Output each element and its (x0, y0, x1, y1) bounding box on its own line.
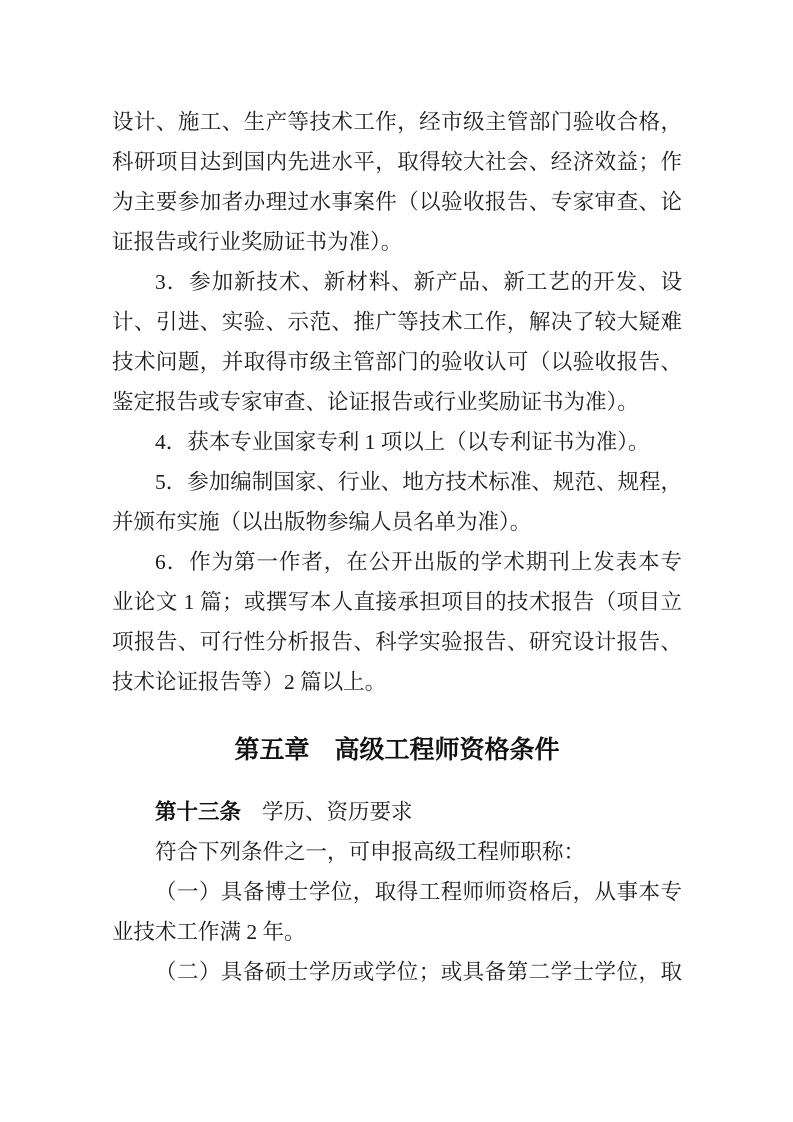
text-line: 技术问题，并取得市级主管部门的验收认可（以验收报告、 (112, 350, 682, 374)
text-line: 计、引进、实验、示范、推广等技术工作，解决了较大疑难 (112, 310, 682, 334)
paragraph-item-4 (112, 422, 682, 462)
paragraph-item-one (112, 872, 682, 952)
paragraph-continuation (112, 102, 682, 262)
text-line: 并颁布实施（以出版物参编人员名单为准）。 (112, 510, 532, 534)
article-number: 第十三条 (155, 800, 242, 824)
text-line: 技术论证报告等）2 篇以上。 (112, 670, 387, 694)
paragraph-intro (112, 832, 682, 872)
paragraph-item-two (112, 952, 682, 992)
text-line: 业论文 1 篇；或撰写本人直接承担项目的技术报告（项目立 (112, 590, 682, 614)
text-line: 6．作为第一作者，在公开出版的学术期刊上发表本专 (155, 550, 682, 574)
document-content (112, 102, 682, 992)
text-line: （一）具备博士学位，取得工程师师资格后，从事本专 (155, 880, 682, 904)
article-heading (112, 792, 682, 832)
chapter-heading (112, 728, 682, 772)
text-line: 4．获本专业国家专利 1 项以上（以专利证书为准）。 (155, 430, 650, 454)
paragraph-article-13 (112, 792, 682, 832)
chapter-number: 第五章 (234, 736, 310, 764)
text-line: 证报告或行业奖励证书为准）。 (112, 230, 403, 254)
text-line: 3．参加新技术、新材料、新产品、新工艺的开发、设 (155, 270, 682, 294)
paragraph-item-5 (112, 462, 682, 542)
paragraph-item-6 (112, 542, 682, 702)
text-line: 业技术工作满 2 年。 (112, 920, 306, 944)
text-line: 符合下列条件之一，可申报高级工程师职称： (155, 840, 586, 864)
text-line: 科研项目达到国内先进水平，取得较大社会、经济效益；作 (112, 150, 682, 174)
article-title: 学历、资历要求 (262, 800, 413, 824)
text-line: 5．参加编制国家、行业、地方技术标准、规范、规程， (155, 470, 682, 494)
text-line: 为主要参加者办理过水事案件（以验收报告、专家审查、论 (112, 190, 682, 214)
text-line: 项报告、可行性分析报告、科学实验报告、研究设计报告、 (112, 630, 682, 654)
text-line: 设计、施工、生产等技术工作，经市级主管部门验收合格， (112, 110, 682, 134)
text-line: 鉴定报告或专家审查、论证报告或行业奖励证书为准）。 (112, 390, 639, 414)
text-line: （二）具备硕士学历或学位；或具备第二学士学位，取 (155, 960, 682, 984)
chapter-title: 高级工程师资格条件 (334, 736, 560, 764)
paragraph-item-3 (112, 262, 682, 422)
